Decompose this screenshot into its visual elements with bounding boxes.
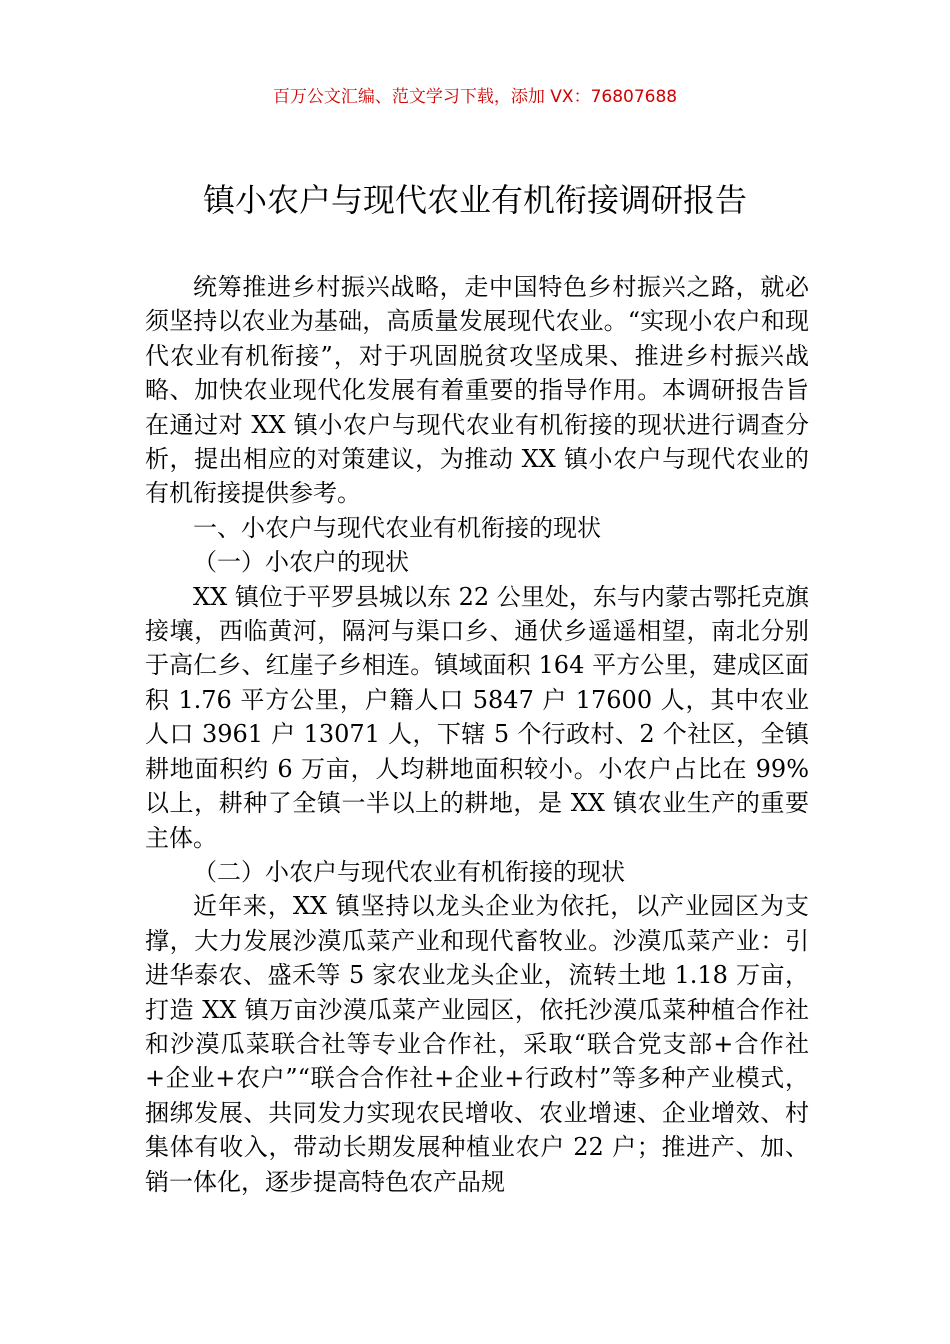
paragraph-linkage-status: 近年来，XX 镇坚持以龙头企业为依托，以产业园区为支撑，大力发展沙漠瓜菜产业和现代畜牧业。沙漠瓜菜产业：引进华泰农、盛禾等 5 家农业龙头企业，流转土地 1.18 万亩，打造 XX 镇万亩沙漠瓜菜产业园区，依托沙漠瓜菜种植合作社和沙漠瓜菜联合社等专业合作社，采取“联合党支部+合作社+企业+农户”“联合合作社+企业+行政村”等多种产业模式，捆绑发展、共同发力实现农民增收、农业增速、企业增效、村集体有收入，带动长期发展种植业农户 22 户；推进产、加、销一体化，逐步提高特色农产品规 [145, 892, 809, 1196]
intro-paragraph: 统筹推进乡村振兴战略，走中国特色乡村振兴之路，就必须坚持以农业为基础，高质量发展现代农业。“实现小农户和现代农业有机衔接”，对于巩固脱贫攻坚成果、推进乡村振兴战略、加快农业现代化发展有着重要的指导作用。本调研报告旨在通过对 XX 镇小农户与现代农业有机衔接的现状进行调查分析，提出相应的对策建议，为推动 XX 镇小农户与现代农业的有机衔接提供参考。 [145, 273, 809, 508]
subsection-heading-1: （一）小农户的现状 [193, 548, 409, 577]
document-title: 镇小农户与现代农业有机衔接调研报告 [202, 181, 747, 219]
header-note: 百万公文汇编、范文学习下载，添加 VX：76807688 [272, 87, 678, 107]
section-heading-1: 一、小农户与现代农业有机衔接的现状 [193, 513, 601, 542]
document-body [145, 270, 809, 1199]
paragraph-smallholder-status: XX 镇位于平罗县城以东 22 公里处，东与内蒙古鄂托克旗接壤，西临黄河，隔河与渠口乡、通伏乡遥遥相望，南北分别于高仁乡、红崖子乡相连。镇域面积 164 平方公里，建成区面积 1.76 平方公里，户籍人口 5847 户 17600 人，其中农业人口 3961 户 13071 人，下辖 5 个行政村、2 个社区，全镇耕地面积约 6 万亩，人均耕地面积较小。小农户占比在 99%以上，耕种了全镇一半以上的耕地，是 XX 镇农业生产的重要主体。 [145, 582, 809, 852]
subsection-heading-2: （二）小农户与现代农业有机衔接的现状 [193, 857, 625, 886]
